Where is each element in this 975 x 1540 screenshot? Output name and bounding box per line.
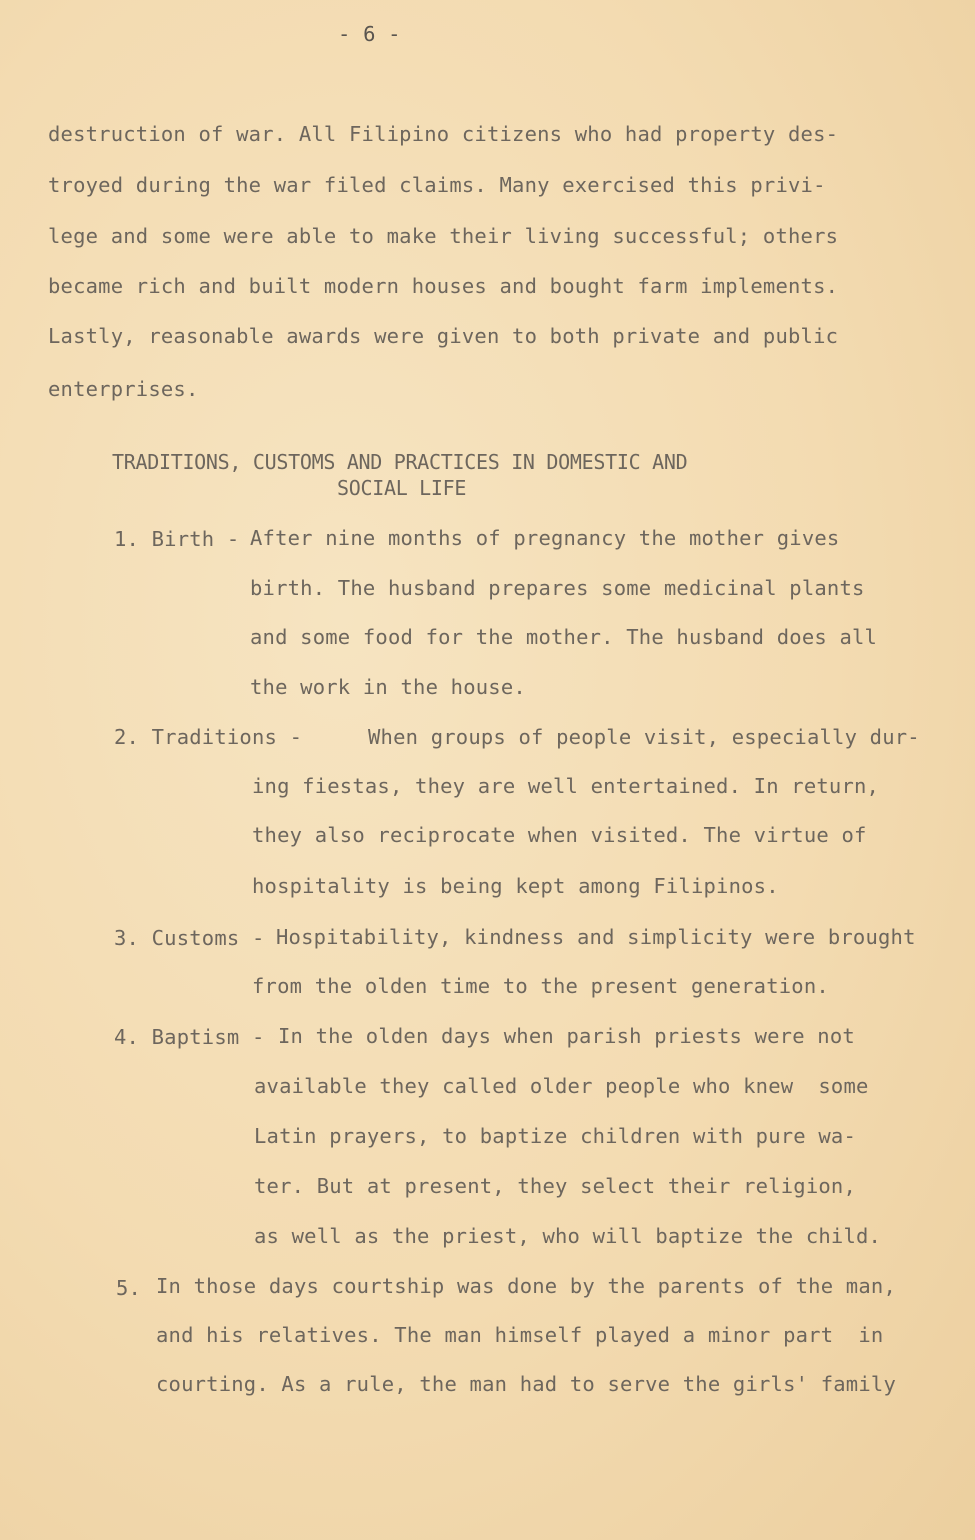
- list-item-label: 2. Traditions -: [114, 725, 315, 749]
- list-item-line: as well as the priest, who will baptize the child.: [254, 1224, 882, 1248]
- list-item-line: When groups of people visit, especially dur-: [368, 725, 920, 749]
- section-heading-line-2: SOCIAL LIFE: [337, 476, 467, 500]
- section-heading-line-1: TRADITIONS, CUSTOMS AND PRACTICES IN DOMESTIC AND: [112, 450, 688, 474]
- list-item-line: After nine months of pregnancy the mother gives: [250, 526, 840, 550]
- list-item-line: they also reciprocate when visited. The virtue of: [252, 823, 867, 847]
- list-item-line: available they called older people who knew some: [254, 1074, 869, 1098]
- list-item-line: Latin prayers, to baptize children with pure wa-: [254, 1124, 857, 1148]
- list-item-line: ing fiestas, they are well entertained. In return,: [252, 774, 880, 798]
- list-item-label: 4. Baptism -: [114, 1025, 278, 1049]
- list-item-line: Hospitability, kindness and simplicity were brought: [276, 925, 916, 949]
- intro-line: lege and some were able to make their living successful; others: [48, 224, 839, 248]
- list-item-line: the work in the house.: [250, 675, 526, 699]
- list-item-line: from the olden time to the present generation.: [252, 974, 829, 998]
- intro-line: enterprises.: [48, 377, 199, 401]
- intro-line: became rich and built modern houses and bought farm implements.: [48, 274, 839, 298]
- list-item-line: and his relatives. The man himself played a minor part in: [156, 1323, 884, 1347]
- intro-line: destruction of war. All Filipino citizens who had property des-: [48, 122, 839, 146]
- intro-line: troyed during the war filed claims. Many exercised this privi-: [48, 173, 826, 197]
- list-item-line: In the olden days when parish priests were not: [278, 1024, 855, 1048]
- list-item-line: courting. As a rule, the man had to serve the girls' family: [156, 1372, 896, 1396]
- list-item-line: ter. But at present, they select their religion,: [254, 1174, 857, 1198]
- list-item-line: hospitality is being kept among Filipinos.: [252, 874, 779, 898]
- list-item-label: 5.: [116, 1276, 154, 1300]
- intro-line: Lastly, reasonable awards were given to both private and public: [48, 324, 839, 348]
- list-item-line: and some food for the mother. The husband does all: [250, 625, 878, 649]
- list-item-line: In those days courtship was done by the parents of the man,: [156, 1274, 896, 1298]
- list-item-line: birth. The husband prepares some medicinal plants: [250, 576, 865, 600]
- page-number: - 6 -: [338, 22, 401, 46]
- list-item-label: 3. Customs -: [114, 926, 278, 950]
- list-item-label: 1. Birth -: [114, 527, 252, 551]
